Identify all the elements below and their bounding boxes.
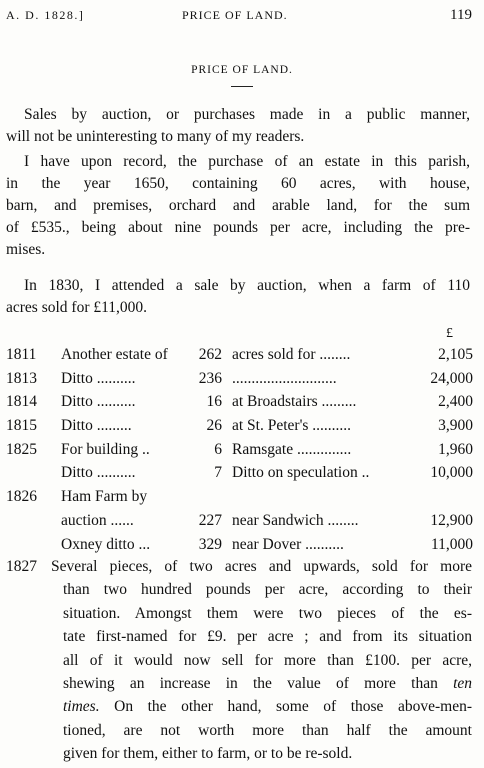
row-year: 1811 — [6, 346, 37, 363]
table-row — [0, 346, 484, 370]
text-line: barn, and premises, orchard and arable land, for the sum — [6, 197, 470, 214]
table-row — [0, 393, 484, 417]
row-note: at Broadstairs ......... — [232, 393, 357, 411]
row-description: For building .. — [61, 440, 150, 458]
paragraph-2 — [6, 151, 470, 261]
row-amount: 1,960 — [438, 440, 473, 458]
row-acres: 236 — [198, 369, 222, 387]
header-date: A. D. 1828.] — [6, 8, 85, 22]
sales-table — [0, 346, 484, 559]
row-note: at St. Peter's .......... — [232, 417, 352, 435]
row-amount: 11,000 — [430, 535, 473, 553]
text-line: In 1830, I attended a sale by auction, when a farm of 110 — [24, 277, 470, 294]
row-year: 1813 — [6, 369, 37, 387]
text-line: acres sold for £11,000. — [6, 299, 148, 316]
row-note: acres sold for ........ — [232, 346, 351, 363]
row-acres: 329 — [198, 535, 222, 553]
row-amount: 24,000 — [430, 369, 473, 387]
text-line: than two hundred pounds per acre, according to their — [63, 581, 472, 599]
row-year: 1826 — [6, 488, 37, 506]
row-description: Ditto .......... — [61, 393, 136, 411]
table-row — [0, 417, 484, 441]
row-description: Ditto .......... — [61, 464, 136, 482]
header-title: PRICE OF LAND. — [182, 8, 288, 22]
text-line: I have upon record, the purchase of an estate in this parish, — [24, 153, 470, 170]
text-line: will not be uninteresting to many of my readers. — [6, 128, 305, 145]
page-number: 119 — [450, 7, 472, 23]
row-year: 1814 — [6, 393, 37, 411]
row-description: Ditto ......... — [61, 417, 132, 435]
title-rule — [231, 86, 253, 87]
row-description: Oxney ditto ... — [61, 535, 151, 553]
row-note: Ditto on speculation .. — [232, 464, 370, 482]
table-row — [0, 441, 484, 465]
row-description: Ditto .......... — [61, 369, 136, 387]
row-note: Ramsgate .............. — [232, 440, 352, 458]
row-note: near Dover .......... — [232, 535, 344, 553]
table-row — [0, 512, 484, 536]
text-line: all of it would now sell for more than £100. per acre, — [63, 651, 472, 669]
running-header — [6, 8, 472, 28]
text-line: tioned, are not worth more than half the amount — [63, 721, 472, 739]
row-amount: 10,000 — [430, 464, 473, 482]
row-acres: 6 — [214, 440, 222, 458]
row-description: Another estate of — [61, 346, 168, 363]
table-row — [0, 370, 484, 394]
emphasis-text: times. — [63, 698, 100, 716]
paragraph-1 — [6, 104, 470, 148]
currency-header: £ — [446, 326, 453, 341]
section-title: PRICE OF LAND. — [191, 64, 293, 76]
row-note: ........................... — [232, 369, 337, 387]
row-description: auction ...... — [61, 511, 134, 529]
row-amount: 12,900 — [430, 511, 473, 529]
text-line: of £535., being about nine pounds per acre, including the pre- — [6, 219, 470, 236]
table-row — [0, 488, 484, 512]
emphasis-text: ten — [453, 675, 472, 693]
row-acres: 7 — [214, 464, 222, 482]
row-amount: 2,105 — [438, 346, 473, 363]
text-line: given for them, either to farm, or to be re-sold. — [63, 745, 353, 763]
row-acres: 16 — [206, 393, 222, 411]
row-amount: 3,900 — [438, 417, 473, 435]
text-line: Sales by auction, or purchases made in a public manner, — [24, 106, 470, 123]
text-line: situation. Amongst them were two pieces of the es- — [63, 604, 472, 622]
text-line: tate first-named for £9. per acre ; and from its situation — [63, 628, 472, 646]
entry-year: 1827 — [6, 558, 37, 575]
text-line: Several pieces, of two acres and upwards, sold for more — [51, 558, 472, 575]
row-year: 1815 — [6, 417, 37, 435]
text-line: mises. — [6, 241, 46, 258]
text-line: times. On the other hand, some of those above-men- — [63, 698, 472, 716]
row-description: Ham Farm by — [61, 488, 148, 506]
text-line: in the year 1650, containing 60 acres, with house, — [6, 175, 470, 192]
row-acres: 227 — [198, 511, 222, 529]
row-note: near Sandwich ........ — [232, 511, 359, 529]
row-amount: 2,400 — [438, 393, 473, 411]
row-acres: 262 — [198, 346, 222, 363]
paragraph-3 — [6, 275, 470, 319]
entry-text — [51, 555, 472, 766]
table-row — [0, 464, 484, 488]
text-line: shewing an increase in the value of more than ten — [63, 675, 472, 693]
row-year: 1825 — [6, 440, 37, 458]
row-acres: 26 — [206, 417, 222, 435]
